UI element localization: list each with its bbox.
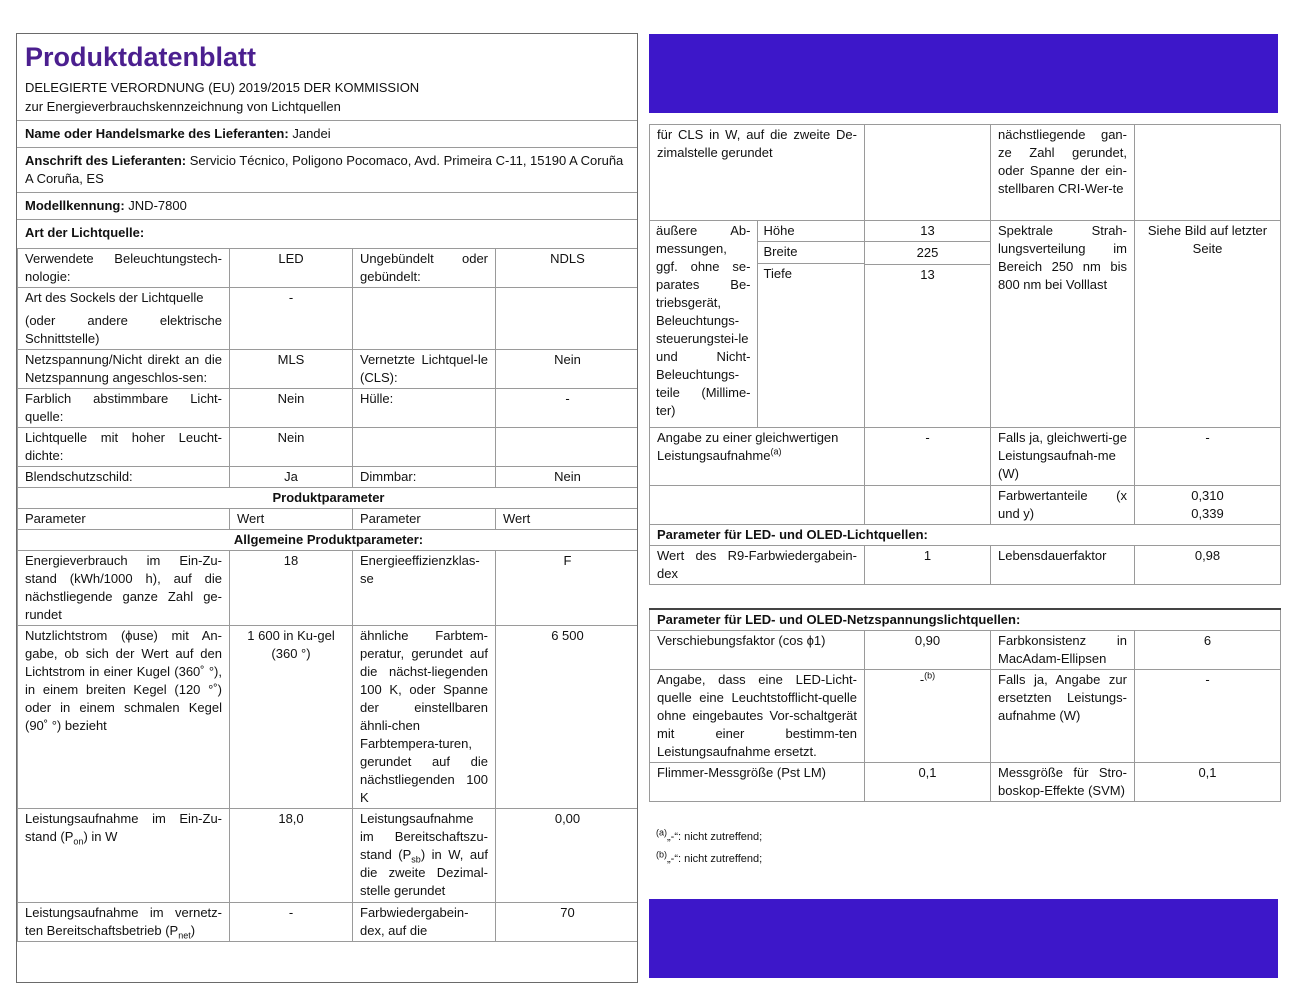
param-label: Angabe zu einer gleichwertigen Leistungsaufnahme$^{(a)}$ (650, 428, 865, 486)
socket-label: Art des Sockels der Lichtquelle (25, 290, 204, 305)
param-label: Leistungsaufnahme im Ein-Zu-stand $(P_{on})$ in W (18, 809, 230, 903)
footnote-b: $^{(b)}$„-“: nicht zutreffend; (656, 849, 763, 865)
table-row (650, 221, 1281, 428)
table-row (650, 763, 1281, 802)
type-value: Nein (230, 389, 353, 428)
dimensions-cell (650, 221, 865, 428)
general-row (18, 551, 639, 626)
model-label: Modellkennung: (25, 198, 125, 213)
general-row (18, 809, 639, 903)
dimensions-label: äußere Ab-messungen, ggf. ohne se-parates Be-triebsgerät, Beleuchtungs-steuerungstei-le und Nicht-Beleuchtungs-teile (Millime-ter) (650, 221, 757, 427)
param-value: F (496, 551, 639, 626)
supplier-name-row (17, 120, 637, 147)
type-label: Netzspannung/Nicht direkt an die Netzspannung angeschlos-sen: (18, 350, 230, 389)
chroma-x: 0,310 (1191, 488, 1224, 503)
type-label: Ungebündelt oder gebündelt: (353, 249, 496, 288)
param-label: Farbkonsistenz in MacAdam-Ellipsen (991, 631, 1135, 670)
type-row (18, 350, 639, 389)
param-label: Nutzlichtstrom (ϕuse) mit An-gabe, ob sich der Wert auf den Lichtstrom in einer Kugel (360˚ °), in einem breiten Kegel (120 °˚) oder in einem schmalen Kegel (90˚ °) bezieht (18, 626, 230, 809)
header-color-bar (649, 34, 1278, 113)
type-row (18, 428, 639, 467)
light-source-type-heading: Art der Lichtquelle: (17, 219, 637, 248)
general-heading-row (18, 530, 639, 551)
table-row (650, 525, 1281, 546)
supplier-name-label: Name oder Handelsmarke des Lieferanten: (25, 126, 289, 141)
type-label (18, 288, 230, 350)
table-row (650, 546, 1281, 585)
param-label: Angabe, dass eine LED-Licht-quelle eine Leuchtstofflicht-quelle ohne eingebautes Vor-schaltgerät mit einer bestimm-ten Leistungsaufnahme ersetzt. (650, 670, 865, 763)
mains-params-heading: Parameter für LED- und OLED-Netzspannungslichtquellen: (650, 609, 1281, 631)
table-row (650, 486, 1281, 525)
param-label: Farbwiedergabein-dex, auf die (353, 903, 496, 942)
chroma-y: 0,339 (1191, 506, 1224, 521)
footnote-a: $^{(a)}$„-“: nicht zutreffend; (656, 827, 763, 843)
type-label: Dimmbar: (353, 467, 496, 488)
type-label: Verwendete Beleuchtungstech-nologie: (18, 249, 230, 288)
param-label: Verschiebungsfaktor (cos ϕ1) (650, 631, 865, 670)
param-value: 1 600 in Ku-gel (360 °) (230, 626, 353, 809)
led-params-heading: Parameter für LED- und OLED-Lichtquellen: (650, 525, 1281, 546)
param-value: 6 (1135, 631, 1281, 670)
param-label: ähnliche Farbtem-peratur, gerundet auf die nächst-liegenden 100 K, oder Spanne der einstellbaren ähnli-chen Farbtempera-turen, gerundet auf die nächstliegenden 100 K (353, 626, 496, 809)
product-params-heading: Produktparameter (18, 488, 639, 509)
param-value: 1 (865, 546, 991, 585)
param-value: 18 (230, 551, 353, 626)
regulation-text: DELEGIERTE VERORDNUNG (EU) 2019/2015 DER KOMMISSION zur Energieverbrauchskennzeichnung von Lichtquellen (25, 80, 420, 114)
dim-name: Höhe (757, 221, 865, 242)
table-row (650, 428, 1281, 486)
table-row (650, 125, 1281, 221)
left-panel (16, 33, 638, 983)
param-value: - (230, 903, 353, 942)
param-label: Farbwertanteile (x und y) (991, 486, 1135, 525)
supplier-name-value: Jandei (292, 126, 331, 141)
param-label (650, 486, 865, 525)
type-row (18, 249, 639, 288)
param-value: 0,1 (865, 763, 991, 802)
param-label: Energieeffizienzklas-se (353, 551, 496, 626)
type-label (353, 288, 496, 350)
param-value (1135, 486, 1281, 525)
footer-color-bar (649, 899, 1278, 978)
param-value: 0,00 (496, 809, 639, 903)
type-value: LED (230, 249, 353, 288)
dim-name: Breite (757, 242, 865, 263)
page-title: Produktdatenblatt (25, 42, 257, 72)
param-label: Lebensdauerfaktor (991, 546, 1135, 585)
supplier-address-row (17, 147, 637, 192)
param-value: 0,90 (865, 631, 991, 670)
param-header-row (18, 509, 639, 530)
table-row (650, 670, 1281, 763)
dim-name: Tiefe (763, 265, 792, 281)
param-value: - (1135, 428, 1281, 486)
general-row (18, 903, 639, 942)
param-value: 18,0 (230, 809, 353, 903)
param-value: - (865, 428, 991, 486)
param-value (865, 486, 991, 525)
param-label: Wert des R9-Farbwiedergabein-dex (650, 546, 865, 585)
dimensions-values (865, 221, 991, 428)
param-label: Falls ja, Angabe zur ersetzten Leistungs-aufnahme (W) (991, 670, 1135, 763)
type-label: Vernetzte Lichtquel-le (CLS): (353, 350, 496, 389)
param-value: -$^{(b)}$ (865, 670, 991, 763)
right-table (649, 124, 1281, 585)
param-label: Flimmer-Messgröße (Pst LM) (650, 763, 865, 802)
dimensions-inner (650, 221, 865, 427)
param-value (1135, 125, 1281, 221)
type-label: Blendschutzschild: (18, 467, 230, 488)
param-value: 6 500 (496, 626, 639, 809)
mains-table (649, 608, 1281, 802)
dim-value: 225 (865, 242, 990, 265)
param-label: Spektrale Strah-lungsverteilung im Bereich 250 nm bis 800 nm bei Volllast (991, 221, 1135, 428)
type-value: Ja (230, 467, 353, 488)
column-header-parameter: Parameter (18, 509, 230, 530)
socket-label-sub: (oder andere elektrische Schnittstelle) (25, 313, 222, 346)
param-value: - (1135, 670, 1281, 763)
type-value: NDLS (496, 249, 639, 288)
type-label: Lichtquelle mit hoher Leucht-dichte: (18, 428, 230, 467)
column-header-value: Wert (496, 509, 639, 530)
type-label (353, 428, 496, 467)
param-label: für CLS in W, auf die zweite De-zimalstelle gerundet (650, 125, 865, 221)
param-value: 70 (496, 903, 639, 942)
type-label: Farblich abstimmbare Licht-quelle: (18, 389, 230, 428)
param-value: 0,1 (1135, 763, 1281, 802)
param-value (865, 125, 991, 221)
dim-value: 13 (920, 267, 935, 282)
type-value (496, 428, 639, 467)
param-value: Siehe Bild auf letzter Seite (1135, 221, 1281, 428)
general-params-heading: Allgemeine Produktparameter: (18, 530, 639, 551)
supplier-address-label: Anschrift des Lieferanten: (25, 153, 187, 168)
supplier-address-value: Servicio Técnico, Poligono Pocomaco, Avd. Primeira C-11, 15190 A Coruña A Coruña, ES (25, 153, 624, 186)
dim-value: 13 (865, 221, 990, 242)
product-params-heading-row (18, 488, 639, 509)
general-row (18, 626, 639, 809)
type-label: Hülle: (353, 389, 496, 428)
table-row (650, 609, 1281, 631)
type-row (18, 467, 639, 488)
type-value: Nein (230, 428, 353, 467)
type-value: - (496, 389, 639, 428)
param-label: nächstliegende gan-ze Zahl gerundet, oder Spanne der ein-stellbaren CRI-Wer-te (991, 125, 1135, 221)
column-header-value: Wert (230, 509, 353, 530)
model-row (17, 192, 637, 219)
type-value: MLS (230, 350, 353, 389)
column-header-parameter: Parameter (353, 509, 496, 530)
type-row (18, 389, 639, 428)
type-value (496, 288, 639, 350)
type-value: Nein (496, 350, 639, 389)
type-value: Nein (496, 467, 639, 488)
type-value: - (230, 288, 353, 350)
param-label: Leistungsaufnahme im Bereitschaftszu-stand $(P_{sb})$ in W, auf die zweite Dezimal-stelle gerundet (353, 809, 496, 903)
param-label: Messgröße für Stro-boskop-Effekte (SVM) (991, 763, 1135, 802)
left-table (17, 248, 638, 942)
type-row (18, 288, 639, 350)
param-label: Falls ja, gleichwerti-ge Leistungsaufnah-me (W) (991, 428, 1135, 486)
param-value: 0,98 (1135, 546, 1281, 585)
param-label: Leistungsaufnahme im vernetz-ten Bereitschaftsbetrieb $(P_{net})$ (18, 903, 230, 942)
model-value: JND-7800 (128, 198, 187, 213)
param-label: Energieverbrauch im Ein-Zu-stand (kWh/1000 h), auf die nächstliegende ganze Zahl ge-rundet (18, 551, 230, 626)
table-row (650, 631, 1281, 670)
